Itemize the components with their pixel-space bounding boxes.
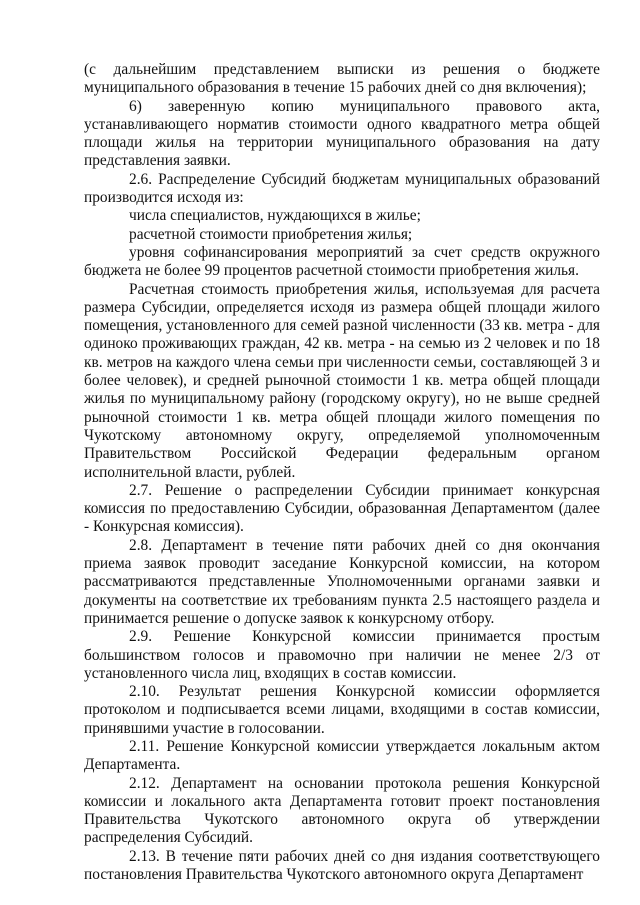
list-item: числа специалистов, нуждающихся в жилье; [129,207,421,225]
paragraph-2-9: 2.9. Решение Конкурсной комиссии принимается простым большинством голосов и правомочно при наличии не менее 2/3 от установленного числа лиц, входящих в состав комиссии. [84,628,600,682]
paragraph-item-6: 6) заверенную копию муниципального правового акта, устанавливающего норматив стоимости одного квадратного метра общей площади жилья на территории муниципального образования на дату представления заявки. [84,97,600,170]
paragraph-2-13: 2.13. В течение пяти рабочих дней со дня издания соответствующего постановления Правительства Чукотского автономного округа Департамент [84,847,600,884]
paragraph-2-6: 2.6. Распределение Субсидий бюджетам муниципальных образований производится исходя из: [84,170,600,207]
list-item: расчетной стоимости приобретения жилья; [129,225,413,243]
paragraph-2-8: 2.8. Департамент в течение пяти рабочих дней со дня окончания приема заявок проводит заседание Конкурсной комиссии, на котором рассматриваются представленные Уполномоченными органами заявки и документы на соответствие их требованиям пункта 2.5 настоящего раздела и принимается решение о допуске заявок к конкурсному отбору. [84,536,600,627]
paragraph-2-7: 2.7. Решение о распределении Субсидии принимает конкурсная комиссия по предоставлению Субсидии, образованная Департаментом (далее - Конкурсная комиссия). [84,481,600,536]
paragraph-2-10: 2.10. Результат решения Конкурсной комиссии оформляется протоколом и подписывается всеми лицами, входящими в состав комиссии, принявшими участие в голосовании. [84,683,600,737]
paragraph-2-12: 2.12. Департамент на основании протокола решения Конкурсной комиссии и локального акта Департамента готовит проект постановления Правительства Чукотского автономного округа об утверждении распределения Субсидий. [84,774,600,847]
paragraph-2-11: 2.11. Решение Конкурсной комиссии утверждается локальным актом Департамента. [84,737,600,774]
paragraph-continuation: (с дальнейшим представлением выписки из решения о бюджете муниципального образования в течение 15 рабочих дней со дня включения); [84,61,600,97]
list-item: уровня софинансирования мероприятий за счет средств окружного бюджета не более 99 процентов расчетной стоимости приобретения жилья. [84,243,600,280]
paragraph-calculation: Расчетная стоимость приобретения жилья, используемая для расчета размера Субсидии, определяется исходя из размера общей площади жилого помещения, установленного для семей разной численности (33 кв. метра - для одиноко проживающих граждан, 42 кв. метра - на семью из 2 человек и по 18 кв. метров на каждого члена семьи при численности семьи, составляющей 3 и более человек), и средней рыночной стоимости 1 кв. метра общей площади жилья по муниципальному району (городскому округу), но не выше средней рыночной стоимости 1 кв. метра общей площади жилого помещения по Чукотскому автономному округу, определяемой уполномоченным Правительством Российской Федерации федеральным органом исполнительной власти, рублей. [84,280,600,481]
